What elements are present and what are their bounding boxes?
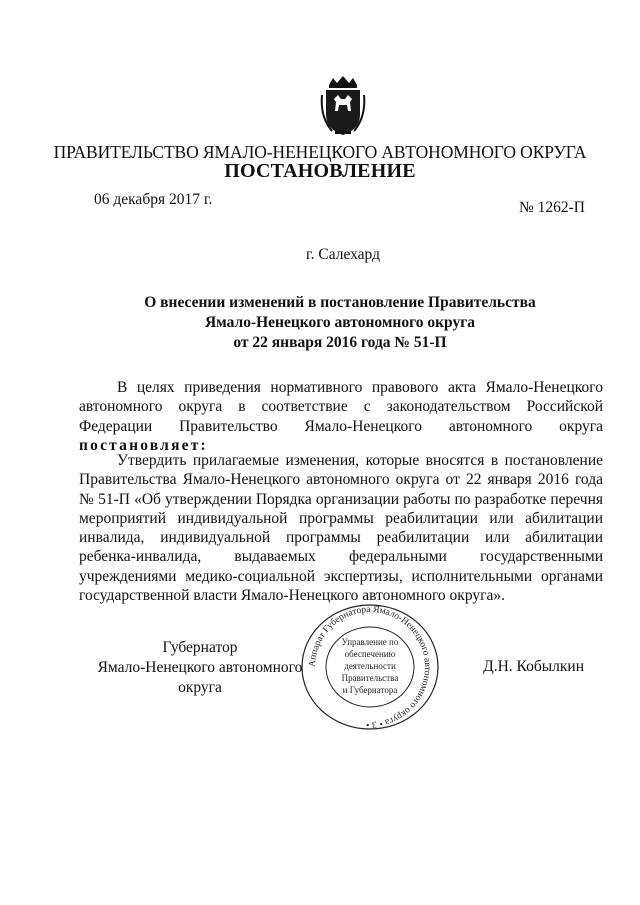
signer-region: Ямало-Ненецкого автономного округа [97,659,303,696]
document-type: ПОСТАНОВЛЕНИЕ [224,160,416,182]
document-date: 06 декабря 2017 г. [94,191,213,208]
subject-line: от 22 января 2016 года № 51-П [233,334,447,351]
document-subject [100,293,580,353]
official-stamp [295,602,445,732]
resolution-paragraph: Утвердить прилагаемые изменения, которые вносятся в постановление Правительства Ямало-Ненецкого автономного округа от 22 января 2016 года № 51-П «Об утверждении Порядка организации работы по разработке перечня мероприятий индивидуальной программы реабилитации или абилитации инвалида, индивидуальной программы реабилитации или абилитации ребенка-инвалида, выдаваемых федеральными государственными учреждениями медико-социальной экспертизы, исполнительными органами государственной власти Ямало-Ненецкого автономного округа». [79,452,603,605]
stamp-center-line: деятельности [344,661,396,671]
signer-title [80,638,320,698]
stamp-center-line: обеспечению [344,649,396,659]
preamble-text: В целях приведения нормативного правового акта Ямало-Ненецкого автономного округа в соответствие с законодательством Российской Федерации Правительство Ямало-Ненецкого автономного округа [79,379,603,435]
subject-line: Ямало-Ненецкого автономного округа [204,314,475,331]
signer-position: Губернатор [162,639,238,656]
stamp-ring-text: Аппарат Губернатора Ямало-Ненецкого автономного округа • 3 • [307,604,433,730]
stamp-center-line: Правительства [341,673,399,683]
document-city: г. Салехард [306,246,380,263]
resolves-keyword: постановляет: [79,436,208,454]
subject-line: О внесении изменений в постановление Правительства [144,294,536,311]
stamp-center-line: и Губернатора [342,685,398,695]
document-number: № 1262-П [518,199,585,216]
preamble-paragraph [79,378,603,455]
stamp-center-line: Управление по [341,637,399,647]
government-title: ПРАВИТЕЛЬСТВО ЯМАЛО-НЕНЕЦКОГО АВТОНОМНОГО ОКРУГА [53,142,587,162]
coat-of-arms-emblem [320,75,366,137]
signer-name: Д.Н. Кобылкин [483,658,584,675]
